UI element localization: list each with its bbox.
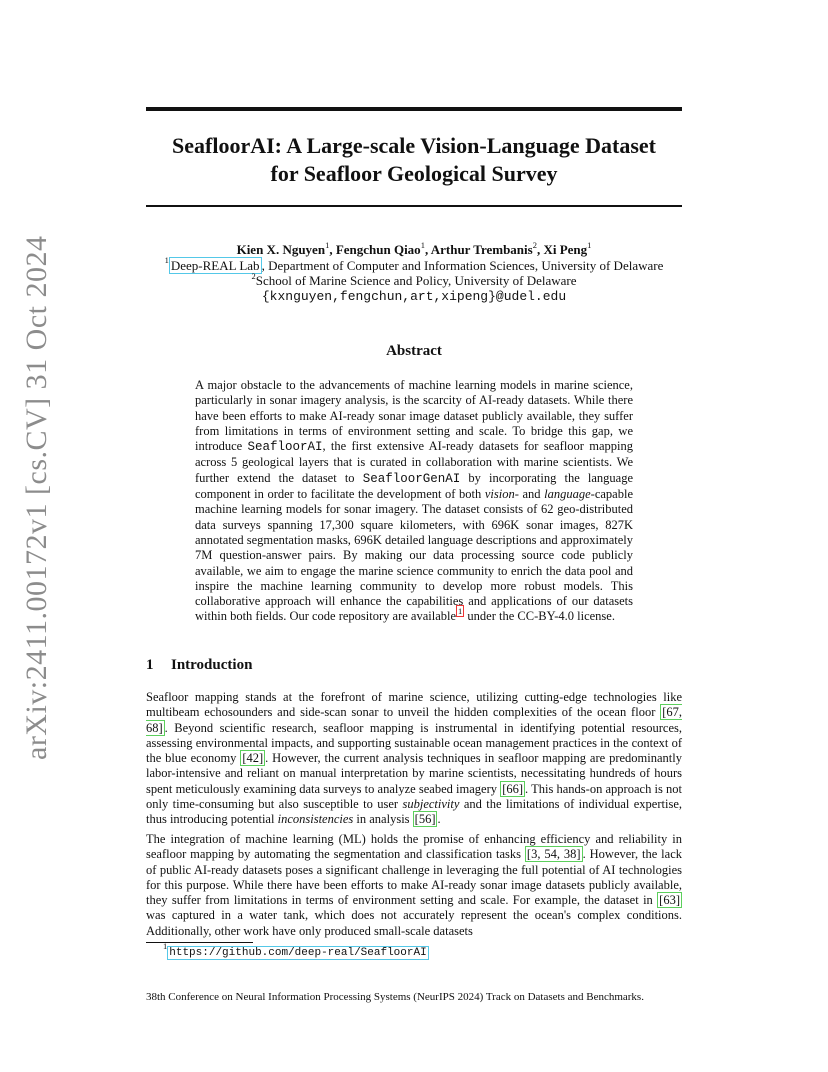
paragraph-text: . (437, 812, 441, 827)
abstract-emphasis: language (544, 487, 591, 502)
intro-paragraph-1 (146, 690, 682, 828)
citation-link[interactable]: [63] (659, 893, 680, 908)
abstract-text: A major obstacle to the advancements of machine learning models in marine science, particularly in sonar imagery analysis, is the scarcity of AI-ready datasets. While there have been efforts to make AI-ready sonar image dataset publicly available, they suffer from limitations in terms of environment setting and scale. To bridge this gap, we introduce (195, 378, 633, 454)
venue-footer: 38th Conference on Neural Information Processing Systems (NeurIPS 2024) Track on Datasets and Benchmarks. (146, 991, 644, 1003)
author-sep: , (329, 242, 336, 257)
paragraph-text: . However, the lack of public AI-ready datasets poses a significant challenge in leveraging the full potential of AI technologies for this purpose. While there have been efforts to make AI-ready sonar image datasets publicly available, they suffer from limitations in terms of environment setting and scale. For example, the dataset in (146, 847, 682, 908)
abstract-text: by incorporating the language component in order to facilitate the development of both (195, 470, 633, 502)
citation-link[interactable]: [42] (242, 751, 264, 766)
dataset-name-code: SeafloorAI (247, 440, 323, 455)
paragraph-text: . However, the current analysis techniques in seafloor mapping are predominantly labor-intensive and reliant on manual interpretation by marine scientists, necessitating hundreds of hours spent meticulously examining data surveys to analyze seabed imagery (146, 751, 682, 796)
paragraph-emphasis: inconsistencies (277, 812, 354, 827)
repository-link[interactable]: https://github.com/deep-real/SeafloorAI (169, 947, 427, 959)
section-number: 1 (146, 657, 154, 673)
abstract-emphasis: vision (484, 487, 515, 502)
title-bottom-rule (146, 205, 682, 207)
paragraph-text: Seafloor mapping stands at the forefront of marine science, utilizing cutting-edge technologies like multibeam echosounders and side-scan sonar to unveil the hidden complexities of the ocean floor (146, 690, 682, 720)
author-3: Arthur Trembanis (430, 242, 533, 257)
affiliation-1-text: , Department of Computer and Information Sciences, University of Delaware (261, 257, 664, 273)
footnote-number: 1 (163, 941, 168, 952)
author-sep: , (536, 242, 544, 257)
abstract-heading: Abstract (386, 343, 442, 359)
dataset-genai-code: SeafloorGenAI (362, 471, 461, 486)
section-title: Introduction (171, 657, 253, 673)
arxiv-identifier: arXiv:2411.00172v1 [cs.CV] 31 Oct 2024 (20, 235, 53, 760)
paragraph-text: The integration of machine learning (ML) holds the promise of enhancing efficiency and reliability in seafloor mapping by automating the segmentation and classification tasks (146, 832, 682, 862)
abstract-text: -capable machine learning models for sonar imagery. The dataset consists of 62 geo-distributed data surveys spanning 17,300 square kilometers, with 696K sonar images, 827K annotated segmentation masks, 696K detailed language descriptions and approximately 7M question-answer pairs. By making our data processing source code publicly available, we aim to engage the marine science community to enrich the data pool and inspire the machine learning community to develop more robust models. This collaborative approach will enhance the capabilities and applications of our datasets within both fields. Our code repository are available (195, 487, 633, 624)
paragraph-text: in analysis (353, 812, 413, 827)
footnote (163, 941, 429, 959)
author-4-affil: 1 (587, 239, 592, 250)
paper-title (146, 132, 682, 188)
affiliation-2-marker: 2 (251, 270, 256, 281)
paragraph-emphasis: subjectivity (402, 797, 460, 812)
title-line-1: SeafloorAI: A Large-scale Vision-Language Dataset (172, 133, 656, 158)
author-emails: {kxnguyen,fengchun,art,xipeng}@udel.edu (261, 288, 567, 304)
author-3-affil: 2 (532, 239, 537, 250)
author-2: Fengchun Qiao (335, 242, 421, 257)
author-4: Xi Peng (543, 242, 588, 257)
author-1: Kien X. Nguyen (236, 242, 326, 257)
author-2-affil: 1 (420, 239, 425, 250)
title-line-2: for Seafloor Geological Survey (270, 161, 558, 186)
paragraph-text: . Beyond scientific research, seafloor mapping is instrumental in identifying potential resources, assessing environmental impacts, and supporting sustainable ocean management practices in the context of the blue economy (146, 720, 682, 766)
citation-link[interactable]: [66] (502, 781, 524, 796)
paragraph-text: and the limitations of individual expertise, thus introducing potential (146, 797, 682, 827)
paragraph-text: . This hands-on approach is not only time-consuming but also susceptible to user (146, 781, 682, 812)
abstract-text: - and (514, 487, 545, 502)
author-names (146, 239, 682, 258)
abstract-text: under the CC-BY-4.0 license. (464, 609, 615, 624)
lab-link[interactable]: Deep-REAL Lab (170, 257, 260, 273)
author-block (146, 239, 682, 304)
title-top-rule (146, 107, 682, 111)
citation-link[interactable]: [56] (414, 812, 436, 827)
abstract-text: , the first extensive AI-ready datasets for seafloor mapping across 5 geological layers that is curated in collaboration with marine scientists. We further extend the dataset to (195, 439, 633, 485)
affiliation-2 (146, 270, 682, 289)
abstract-body (195, 378, 633, 625)
section-heading-introduction (146, 657, 252, 674)
paragraph-text: was captured in a water tank, which does not accurately represent the ocean's complex conditions. Additionally, other work have only produced small-scale datasets (146, 908, 682, 938)
intro-paragraph-2 (146, 832, 682, 939)
footnote-ref-link[interactable]: 1 (458, 606, 463, 617)
affiliation-1-marker: 1 (164, 255, 169, 266)
affiliation-2-text: School of Marine Science and Policy, University of Delaware (255, 273, 577, 288)
citation-link[interactable]: [3, 54, 38] (526, 847, 581, 862)
author-1-affil: 1 (325, 239, 330, 250)
author-sep: , (424, 242, 431, 257)
citation-link[interactable]: [67, 68] (146, 705, 682, 735)
affiliation-1 (146, 255, 682, 274)
